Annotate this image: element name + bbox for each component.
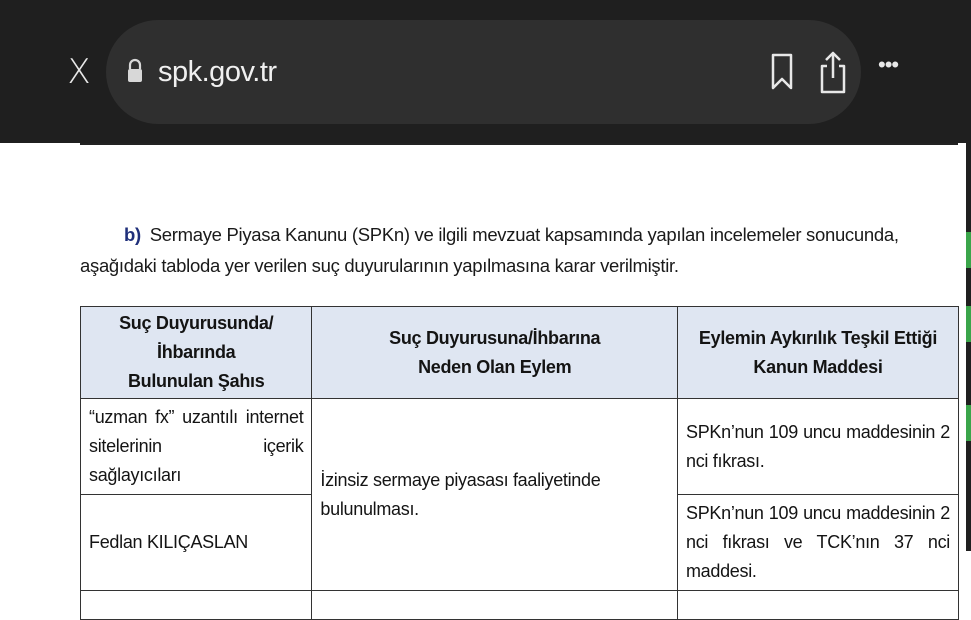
close-button[interactable]: X (67, 52, 91, 92)
edge-marker (966, 232, 971, 268)
paragraph-marker: b) (124, 224, 141, 245)
complaints-table (80, 306, 959, 620)
more-options-button[interactable]: ••• (878, 52, 899, 77)
column-header-action: Suç Duyurusuna/İhbarına Neden Olan Eylem (312, 307, 678, 399)
cell-empty (312, 591, 678, 620)
cell-empty (81, 591, 312, 620)
document-divider (80, 143, 958, 145)
bookmark-icon[interactable] (770, 53, 794, 91)
browser-toolbar (0, 0, 971, 143)
table-header-row (81, 307, 959, 399)
share-icon[interactable] (818, 50, 848, 94)
column-header-law-article: Eylemin Aykırılık Teşkil Ettiği Kanun Maddesi (677, 307, 958, 399)
document-page (0, 143, 966, 581)
url-text[interactable]: spk.gov.tr (158, 56, 277, 88)
column-header-person: Suç Duyurusunda/İhbarında Bulunulan Şahıs (81, 307, 312, 399)
cell-law-article: SPKn’nun 109 uncu maddesinin 2 nci fıkrası ve TCK’nın 37 nci maddesi. (677, 495, 958, 591)
document-paragraph (80, 219, 960, 281)
table-row (81, 399, 959, 495)
page-right-edge (966, 0, 971, 551)
table-row (81, 591, 959, 620)
cell-empty (677, 591, 958, 620)
cell-law-article: SPKn’nun 109 uncu maddesinin 2 nci fıkrası. (677, 399, 958, 495)
address-bar[interactable] (106, 20, 861, 124)
cell-person: “uzman fx” uzantılı internet sitelerinin içerik sağlayıcıları (81, 399, 312, 495)
cell-person: Fedlan KILIÇASLAN (81, 495, 312, 591)
edge-marker (966, 306, 971, 342)
edge-marker (966, 405, 971, 441)
paragraph-text: Sermaye Piyasa Kanunu (SPKn) ve ilgili mevzuat kapsamında yapılan incelemeler sonucunda, aşağıdaki tabloda yer verilen suç duyurularının yapılmasına karar verilmiştir. (80, 224, 899, 276)
lock-icon (126, 58, 144, 84)
cell-action: İzinsiz sermaye piyasası faaliyetinde bulunulması. (312, 399, 678, 591)
